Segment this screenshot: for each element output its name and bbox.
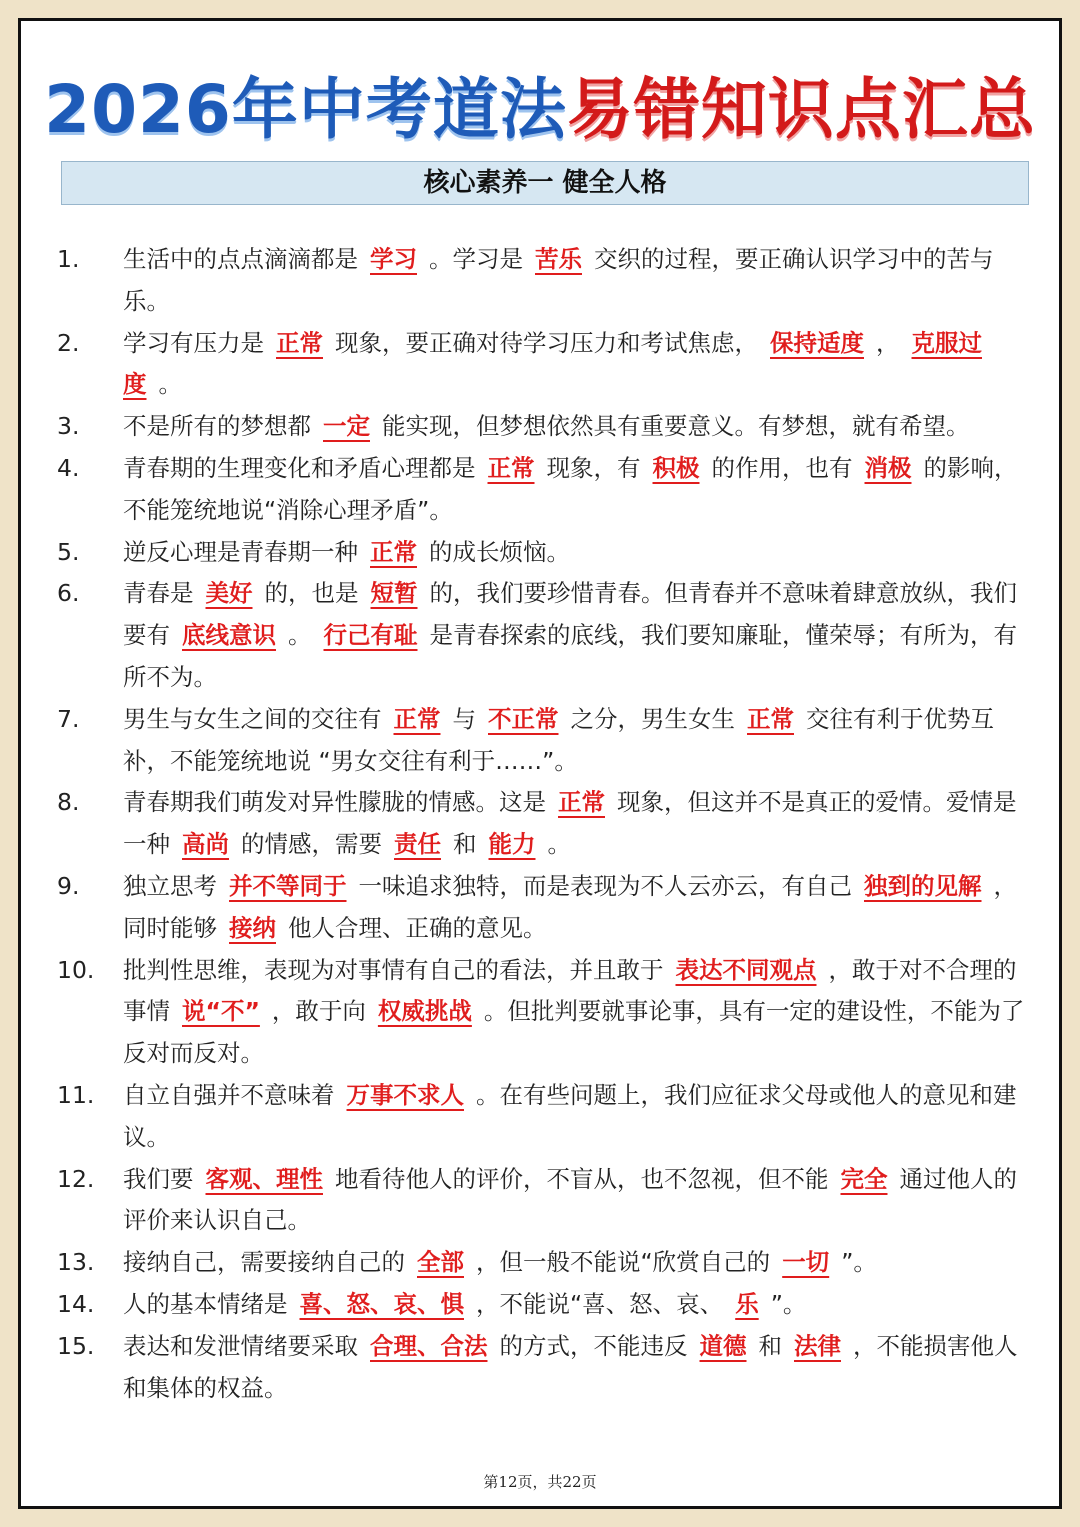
item-number: 1. bbox=[57, 245, 80, 273]
answer-blank: 美好 bbox=[205, 579, 253, 608]
list-item bbox=[57, 782, 1032, 866]
answer-blank: 正常 bbox=[276, 328, 323, 357]
item-text: 青春期我们萌发对异性朦胧的情感。这是 bbox=[123, 788, 546, 817]
answer-blank: 底线意识 bbox=[182, 621, 276, 650]
item-text: 男生与女生之间的交往有 bbox=[123, 704, 382, 733]
item-text: 人的基本情绪是 bbox=[123, 1289, 288, 1318]
item-text: 通过他人的评价来认识自己。 bbox=[123, 1164, 1017, 1235]
answer-blank: 能力 bbox=[488, 830, 536, 859]
answer-blank: 苦乐 bbox=[535, 245, 582, 273]
answer-blank: 权威挑战 bbox=[377, 997, 472, 1026]
item-text: ， bbox=[876, 328, 900, 357]
item-text: ，但一般不能说“欣赏自己的 bbox=[476, 1248, 771, 1277]
list-item bbox=[57, 1284, 1032, 1326]
item-text: 现象，要正确对待学习压力和考试焦虑， bbox=[335, 328, 758, 357]
list-item bbox=[57, 1242, 1032, 1284]
answer-blank: 一切 bbox=[782, 1248, 830, 1277]
list-item bbox=[57, 239, 1032, 323]
answer-blank: 乐 bbox=[735, 1289, 759, 1318]
item-text: 的，我们要珍惜青春。但青春并不意味着肆意放纵，我们要有 bbox=[123, 579, 1017, 650]
item-text: ”。 bbox=[841, 1248, 877, 1277]
item-text: 青春期的生理变化和矛盾心理都是 bbox=[123, 453, 476, 482]
item-text: 与 bbox=[452, 704, 476, 733]
answer-blank: 正常 bbox=[558, 788, 605, 817]
answer-blank: 不正常 bbox=[488, 704, 559, 733]
item-text: 。 bbox=[288, 621, 312, 650]
answer-blank: 并不等同于 bbox=[229, 871, 347, 900]
item-text: 学习有压力是 bbox=[123, 328, 264, 357]
item-text: 的影响，不能笼统地说“消除心理矛盾”。 bbox=[123, 453, 1018, 524]
item-number: 11. bbox=[57, 1080, 95, 1109]
item-text: 和 bbox=[758, 1331, 782, 1360]
item-number: 10. bbox=[57, 955, 95, 984]
item-text: 能实现，但梦想依然具有重要意义。有梦想，就有希望。 bbox=[382, 412, 970, 441]
answer-blank: 完全 bbox=[840, 1164, 888, 1193]
title-part-blue: 2026年中考道法 bbox=[44, 71, 567, 148]
item-text: 。但批判要就事论事，具有一定的建设性，不能为了反对而反对。 bbox=[123, 997, 1025, 1068]
answer-blank: 全部 bbox=[417, 1248, 464, 1277]
list-item bbox=[57, 699, 1032, 783]
answer-blank: 高尚 bbox=[182, 830, 229, 859]
item-text: 青春是 bbox=[123, 579, 194, 608]
answer-blank: 正常 bbox=[747, 704, 794, 733]
page-footer: 第12页，共22页 bbox=[483, 1473, 597, 1491]
item-text: 独立思考 bbox=[123, 871, 217, 900]
answer-blank: 接纳 bbox=[229, 913, 276, 942]
item-text: 的方式，不能违反 bbox=[499, 1331, 688, 1360]
list-item bbox=[57, 532, 1032, 574]
page-title bbox=[21, 65, 1059, 155]
answer-blank: 责任 bbox=[394, 830, 441, 859]
item-number: 9. bbox=[57, 871, 80, 900]
item-number: 6. bbox=[57, 579, 80, 608]
item-text: 现象，有 bbox=[546, 453, 641, 482]
item-number: 5. bbox=[57, 537, 80, 566]
list-item bbox=[57, 866, 1032, 950]
item-number: 12. bbox=[57, 1164, 95, 1193]
item-number: 3. bbox=[57, 412, 80, 441]
item-text: 之分，男生女生 bbox=[570, 704, 735, 733]
document-page bbox=[18, 18, 1062, 1509]
item-text: 接纳自己，需要接纳自己的 bbox=[123, 1248, 405, 1277]
answer-blank: 一定 bbox=[323, 412, 370, 441]
answer-blank: 独到的见解 bbox=[864, 871, 982, 900]
list-item bbox=[57, 1159, 1032, 1243]
item-text: 表达和发泄情绪要采取 bbox=[123, 1331, 358, 1360]
item-text: 。 bbox=[547, 830, 571, 859]
item-text: 。在有些问题上，我们应征求父母或他人的意见和建议。 bbox=[123, 1080, 1017, 1151]
item-text: ，同时能够 bbox=[123, 871, 1017, 942]
item-text: 他人合理、正确的意见。 bbox=[288, 913, 547, 942]
answer-blank: 道德 bbox=[699, 1331, 747, 1360]
answer-blank: 表达不同观点 bbox=[675, 955, 817, 984]
item-number: 13. bbox=[57, 1248, 95, 1277]
answer-blank: 正常 bbox=[487, 453, 535, 482]
answer-blank: 客观、理性 bbox=[205, 1164, 323, 1193]
item-text: ，敢于向 bbox=[271, 997, 366, 1026]
item-text: 是青春探索的底线，我们要知廉耻，懂荣辱；有所为，有所不为。 bbox=[123, 621, 1017, 691]
title-part-red: 易错知识点汇总 bbox=[566, 71, 1036, 148]
item-text: 的，也是 bbox=[264, 579, 359, 608]
list-item bbox=[57, 573, 1032, 698]
list-item bbox=[57, 323, 1032, 407]
answer-blank: 说“不” bbox=[182, 997, 260, 1026]
item-text: 的成长烦恼。 bbox=[429, 537, 570, 566]
list-item bbox=[57, 448, 1032, 532]
answer-blank: 正常 bbox=[370, 537, 417, 566]
item-text: 我们要 bbox=[123, 1164, 194, 1193]
answer-blank: 法律 bbox=[794, 1331, 841, 1360]
item-text: 的情感，需要 bbox=[241, 830, 382, 859]
item-text: 和 bbox=[453, 830, 477, 859]
item-number: 15. bbox=[57, 1331, 95, 1360]
item-text: 现象，但这并不是真正的爱情。爱情是一种 bbox=[123, 788, 1017, 859]
item-text: 逆反心理是青春期一种 bbox=[123, 537, 358, 566]
list-item bbox=[57, 406, 1032, 448]
answer-blank: 行己有耻 bbox=[323, 621, 418, 650]
answer-blank: 克服过度 bbox=[123, 328, 982, 399]
item-text: ，不能说“喜、怒、哀、 bbox=[476, 1289, 724, 1318]
item-number: 2. bbox=[57, 328, 80, 357]
item-text: 地看待他人的评价，不盲从，也不忽视，但不能 bbox=[335, 1164, 829, 1193]
answer-blank: 短暂 bbox=[370, 579, 418, 608]
answer-blank: 积极 bbox=[652, 453, 700, 482]
answer-blank: 万事不求人 bbox=[346, 1080, 464, 1109]
item-text: 交织的过程，要正确认识学习中的苦与乐。 bbox=[123, 245, 994, 315]
item-number: 4. bbox=[57, 453, 80, 482]
item-text: ，敢于对不合理的事情 bbox=[123, 955, 1017, 1026]
answer-blank: 合理、合法 bbox=[370, 1331, 488, 1360]
list-item bbox=[57, 1326, 1032, 1410]
item-text: 。 bbox=[158, 370, 182, 399]
item-number: 14. bbox=[57, 1289, 95, 1318]
knowledge-point-list bbox=[57, 239, 1032, 1409]
item-number: 7. bbox=[57, 704, 80, 733]
item-text: 生活中的点点滴滴都是 bbox=[123, 245, 358, 273]
answer-blank: 正常 bbox=[393, 704, 441, 733]
item-text: 交往有利于优势互补，不能笼统地说 “男女交往有利于……”。 bbox=[123, 704, 994, 775]
answer-blank: 保持适度 bbox=[770, 328, 864, 357]
item-text: ”。 bbox=[770, 1289, 807, 1318]
list-item bbox=[57, 950, 1032, 1075]
item-text: 的作用，也有 bbox=[711, 453, 853, 482]
item-number: 8. bbox=[57, 788, 80, 817]
item-text: 自立自强并不意味着 bbox=[123, 1080, 335, 1109]
item-text: 。学习是 bbox=[429, 245, 523, 273]
answer-blank: 学习 bbox=[370, 245, 417, 273]
section-heading: 核心素养一 健全人格 bbox=[61, 161, 1029, 205]
item-text: 不是所有的梦想都 bbox=[123, 412, 311, 441]
answer-blank: 消极 bbox=[864, 453, 912, 482]
item-text: 批判性思维，表现为对事情有自己的看法，并且敢于 bbox=[123, 955, 664, 984]
list-item bbox=[57, 1075, 1032, 1159]
item-text: ，不能损害他人和集体的权益。 bbox=[123, 1331, 1018, 1402]
answer-blank: 喜、怒、哀、惧 bbox=[299, 1289, 464, 1318]
item-text: 一味追求独特，而是表现为不人云亦云，有自己 bbox=[358, 871, 852, 900]
